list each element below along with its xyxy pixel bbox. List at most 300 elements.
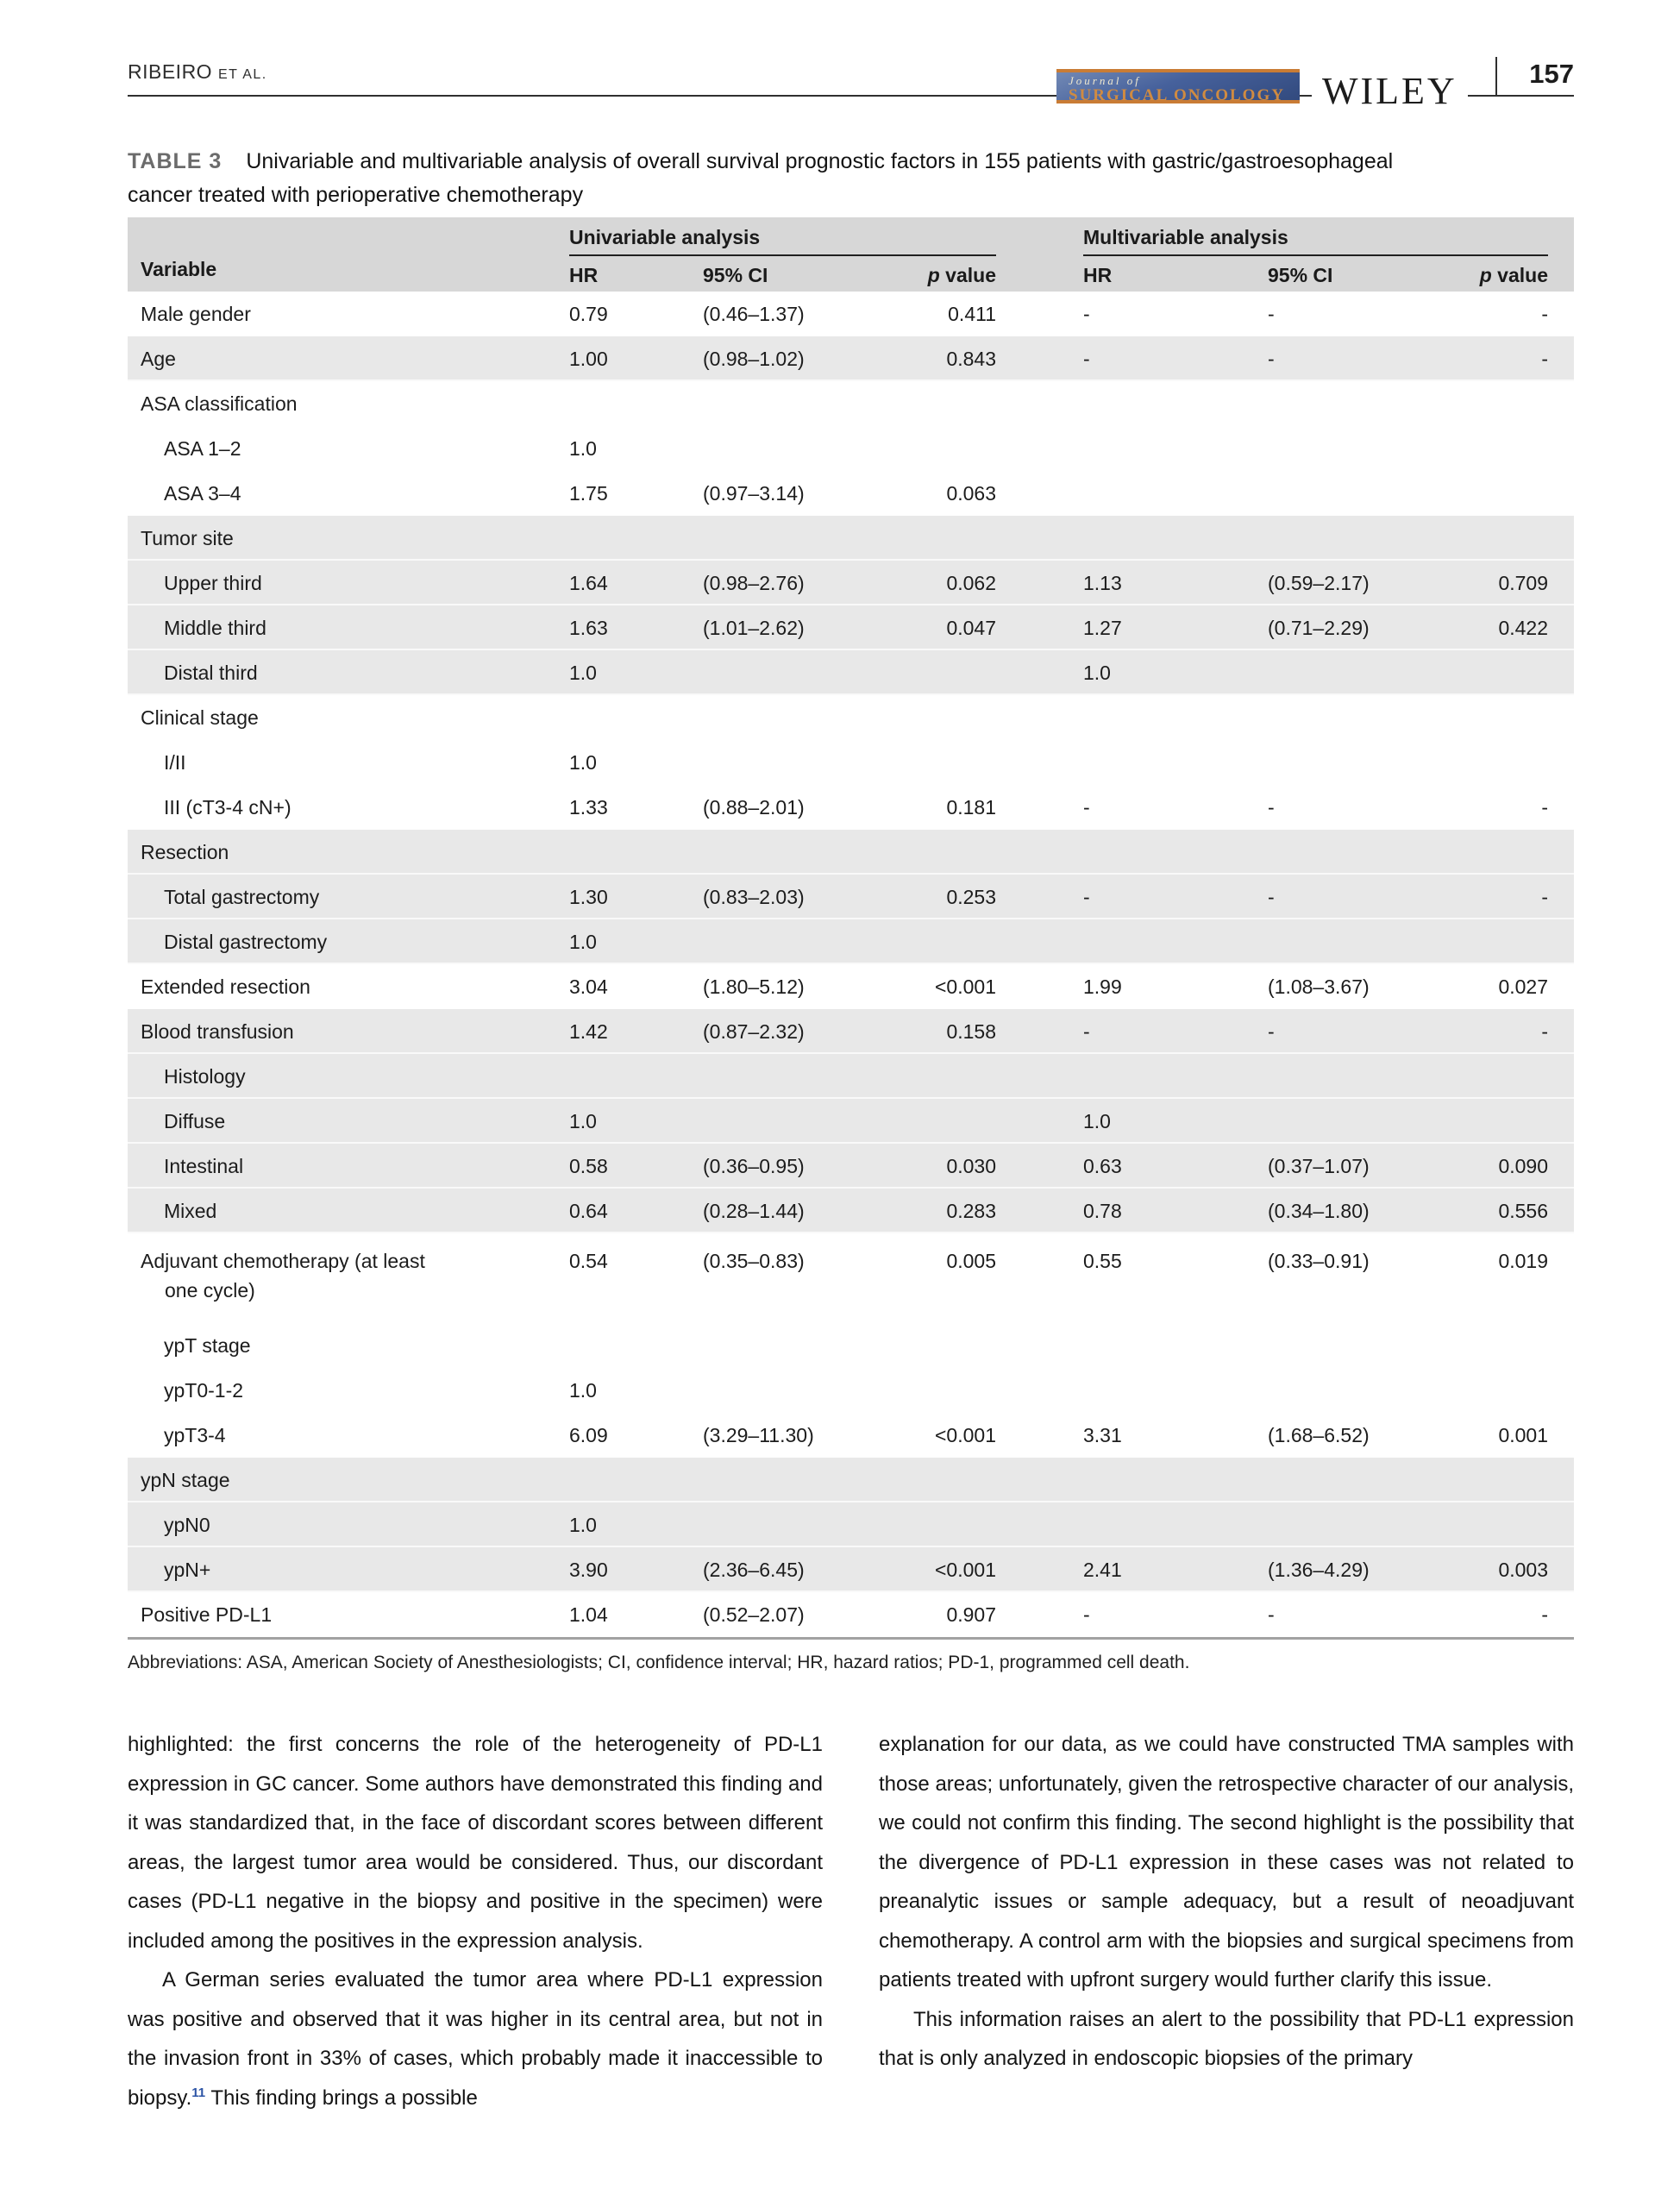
cell-univariable-ci: (0.36–0.95): [703, 1155, 805, 1177]
cell-spacer: [996, 1592, 1083, 1637]
cell-spacer: [996, 605, 1083, 650]
cell-univariable-p: 0.158: [946, 1020, 996, 1043]
cell-spacer: [996, 919, 1083, 964]
table-row: [128, 1323, 1574, 1368]
cell-univariable-p: [875, 740, 996, 785]
cell-multivariable-p: [1453, 1323, 1548, 1368]
cell-univariable-p: [875, 695, 996, 740]
cell-univariable-p: 0.253: [946, 886, 996, 908]
cell-spacer: [996, 292, 1083, 336]
table-row: [128, 336, 1574, 381]
row-label: Mixed: [164, 1200, 217, 1222]
column-group-multivariable: [1083, 217, 1548, 292]
cell-multivariable-p: -: [1541, 1603, 1548, 1626]
column-header-ci: 95% CI: [703, 264, 768, 286]
row-label: ypT stage: [164, 1334, 251, 1357]
univariable-subheaders: [569, 256, 996, 287]
cell-univariable-hr: 0.54: [569, 1250, 608, 1272]
cell-multivariable-ci: [1268, 919, 1453, 964]
cell-multivariable-hr: [1083, 516, 1268, 561]
cell-univariable-ci: (0.88–2.01): [703, 796, 805, 819]
cell-univariable-hr: [569, 1458, 703, 1502]
cell-multivariable-p: [1453, 516, 1548, 561]
cell-multivariable-hr: 1.99: [1083, 975, 1122, 998]
cell-multivariable-p: 0.003: [1498, 1559, 1548, 1581]
cell-multivariable-p: -: [1541, 303, 1548, 325]
cell-univariable-ci: (1.80–5.12): [703, 975, 805, 998]
cell-multivariable-p: [1453, 426, 1548, 471]
cell-univariable-hr: 1.0: [569, 662, 597, 684]
cell-univariable-ci: [703, 1502, 875, 1547]
table-caption: [128, 145, 1542, 212]
cell-spacer: [996, 1413, 1083, 1458]
row-label: ypT0-1-2: [164, 1379, 244, 1402]
cell-multivariable-hr: 1.0: [1083, 662, 1111, 684]
cell-univariable-hr: 1.0: [569, 1110, 597, 1132]
cell-multivariable-hr: 3.31: [1083, 1424, 1122, 1446]
table-row: [128, 1054, 1574, 1099]
row-label: Intestinal: [164, 1155, 244, 1177]
cell-multivariable-hr: 0.55: [1083, 1250, 1122, 1272]
cell-univariable-p: [875, 650, 996, 695]
cell-univariable-ci: (0.98–1.02): [703, 348, 805, 370]
cell-multivariable-p: 0.090: [1498, 1155, 1548, 1177]
cell-univariable-ci: (3.29–11.30): [703, 1424, 814, 1446]
row-label: ypN0: [164, 1514, 210, 1536]
cell-multivariable-ci: (1.36–4.29): [1268, 1559, 1370, 1581]
table-row: [128, 516, 1574, 561]
table-row: [128, 1502, 1574, 1547]
cell-multivariable-ci: (0.33–0.91): [1268, 1250, 1370, 1272]
cell-multivariable-hr: -: [1083, 348, 1090, 370]
cell-univariable-hr: 1.0: [569, 1514, 597, 1536]
cell-multivariable-ci: (0.37–1.07): [1268, 1155, 1370, 1177]
header-spacer: [996, 217, 1083, 292]
cell-univariable-hr: [569, 695, 703, 740]
cell-spacer: [996, 1099, 1083, 1144]
cell-multivariable-hr: 1.27: [1083, 617, 1122, 639]
cell-multivariable-p: -: [1541, 1020, 1548, 1043]
table-label: TABLE 3: [128, 149, 223, 173]
cell-univariable-ci: (0.97–3.14): [703, 482, 805, 505]
cell-spacer: [996, 785, 1083, 830]
cell-univariable-ci: [703, 1054, 875, 1099]
body-paragraph: explanation for our data, as we could have constructed TMA samples with those areas; unfortunately, given the retrospective character of our analysis, we could not confirm this finding. The second highlight is the possibility that the divergence of PD-L1 expression in these cases was not related to preanalytic issues or sample adequacy, but a result of neoadjuvant chemotherapy. A control arm with the biopsies and surgical specimens from patients treated with upfront surgery would further clarify this issue.: [879, 1733, 1574, 1992]
cell-univariable-hr: 0.58: [569, 1155, 608, 1177]
cell-univariable-ci: (0.52–2.07): [703, 1603, 805, 1626]
cell-spacer: [996, 561, 1083, 605]
cell-univariable-ci: [703, 1368, 875, 1413]
table-row: [128, 1233, 1574, 1323]
cell-univariable-ci: [703, 1458, 875, 1502]
cell-univariable-hr: 1.30: [569, 886, 608, 908]
cell-univariable-ci: (0.83–2.03): [703, 886, 805, 908]
table-caption-line2: cancer treated with perioperative chemotherapy: [128, 183, 584, 207]
body-paragraph: highlighted: the first concerns the role of the heterogeneity of PD-L1 expression in GC cancer. Some authors have demonstrated this finding and it was standardized that, in the face of discordant scores between different areas, the largest tumor area would be considered. Thus, our discordant cases (PD-L1 negative in the biopsy and positive in the specimen) were included among the positives in the expression analysis.: [128, 1733, 823, 1953]
cell-univariable-hr: 0.79: [569, 303, 608, 325]
cell-univariable-p: [875, 426, 996, 471]
column-group-univariable: [569, 217, 996, 292]
cell-multivariable-ci: -: [1268, 348, 1275, 370]
body-paragraph: This information raises an alert to the possibility that PD-L1 expression that is only analyzed in endoscopic biopsies of the primary: [879, 2007, 1574, 2070]
cell-multivariable-ci: [1268, 1458, 1453, 1502]
table-row: [128, 1458, 1574, 1502]
cell-multivariable-hr: [1083, 830, 1268, 875]
cell-univariable-hr: [569, 1323, 703, 1368]
table-row: [128, 740, 1574, 785]
cell-spacer: [996, 471, 1083, 516]
table-row: [128, 1009, 1574, 1054]
cell-univariable-p: [875, 1099, 996, 1144]
table-caption-line1: Univariable and multivariable analysis of overall survival prognostic factors in 155 patients with gastric/gastroesophageal: [246, 149, 1394, 173]
cell-univariable-hr: 1.0: [569, 931, 597, 953]
cell-multivariable-ci: [1268, 516, 1453, 561]
cell-univariable-hr: 1.63: [569, 617, 608, 639]
cell-univariable-hr: 1.0: [569, 437, 597, 460]
table-row: [128, 1368, 1574, 1413]
row-label: Total gastrectomy: [164, 886, 320, 908]
cell-univariable-hr: [569, 381, 703, 426]
row-label: ASA 1–2: [164, 437, 241, 460]
cell-spacer: [996, 381, 1083, 426]
row-label: Middle third: [164, 617, 266, 639]
page-number: 157: [1529, 59, 1574, 89]
cell-spacer: [996, 830, 1083, 875]
cell-multivariable-ci: [1268, 695, 1453, 740]
citation-ref[interactable]: 11: [191, 2085, 206, 2100]
cell-multivariable-ci: (1.08–3.67): [1268, 975, 1370, 998]
cell-multivariable-ci: (1.68–6.52): [1268, 1424, 1370, 1446]
cell-spacer: [996, 740, 1083, 785]
cell-univariable-hr: 1.64: [569, 572, 608, 594]
running-head-suffix: ET AL.: [217, 67, 267, 82]
cell-spacer: [996, 875, 1083, 919]
table-row: [128, 785, 1574, 830]
cell-multivariable-ci: [1268, 1099, 1453, 1144]
cell-multivariable-p: -: [1541, 886, 1548, 908]
cell-univariable-hr: [569, 1054, 703, 1099]
cell-multivariable-ci: -: [1268, 886, 1275, 908]
cell-multivariable-ci: (0.71–2.29): [1268, 617, 1370, 639]
cell-multivariable-p: 0.556: [1498, 1200, 1548, 1222]
cell-spacer: [996, 1323, 1083, 1368]
cell-univariable-hr: [569, 516, 703, 561]
table-row: [128, 919, 1574, 964]
cell-multivariable-p: 0.027: [1498, 975, 1548, 998]
column-header-ci: 95% CI: [1268, 264, 1333, 286]
cell-multivariable-ci: -: [1268, 1020, 1275, 1043]
cell-univariable-p: 0.063: [946, 482, 996, 505]
row-label: III (cT3-4 cN+): [164, 796, 291, 819]
cell-multivariable-ci: [1268, 426, 1453, 471]
cell-multivariable-p: -: [1541, 348, 1548, 370]
table-row: [128, 1189, 1574, 1233]
cell-univariable-p: 0.283: [946, 1200, 996, 1222]
table-footnote: Abbreviations: ASA, American Society of Anesthesiologists; CI, confidence interval; HR, hazard ratios; PD-1, programmed cell death.: [128, 1653, 1190, 1672]
row-label: Positive PD-L1: [141, 1603, 273, 1626]
cell-spacer: [996, 964, 1083, 1009]
cell-multivariable-hr: [1083, 1502, 1268, 1547]
cell-univariable-ci: (0.28–1.44): [703, 1200, 805, 1222]
table-row: [128, 875, 1574, 919]
row-label: Blood transfusion: [141, 1020, 294, 1043]
row-label: Histology: [164, 1065, 246, 1088]
table-row: [128, 605, 1574, 650]
cell-univariable-hr: 1.0: [569, 1379, 597, 1402]
cell-univariable-p: 0.411: [948, 303, 996, 325]
cell-univariable-p: [875, 516, 996, 561]
cell-univariable-ci: [703, 919, 875, 964]
table-row: [128, 1144, 1574, 1189]
cell-multivariable-ci: [1268, 1054, 1453, 1099]
cell-univariable-p: [875, 1458, 996, 1502]
table-row: [128, 1547, 1574, 1592]
cell-spacer: [996, 1233, 1083, 1323]
cell-univariable-p: 0.062: [946, 572, 996, 594]
cell-univariable-p: [875, 1054, 996, 1099]
table-row: [128, 1099, 1574, 1144]
cell-univariable-p: [875, 1368, 996, 1413]
cell-multivariable-hr: -: [1083, 303, 1090, 325]
cell-spacer: [996, 1368, 1083, 1413]
cell-multivariable-ci: [1268, 650, 1453, 695]
cell-multivariable-ci: (0.34–1.80): [1268, 1200, 1370, 1222]
cell-multivariable-hr: [1083, 1368, 1268, 1413]
cell-univariable-ci: [703, 1099, 875, 1144]
cell-multivariable-ci: -: [1268, 1603, 1275, 1626]
row-label: Tumor site: [141, 527, 234, 549]
cell-spacer: [996, 1009, 1083, 1054]
cell-spacer: [996, 1189, 1083, 1233]
cell-multivariable-hr: [1083, 471, 1268, 516]
cell-univariable-p: <0.001: [935, 1559, 996, 1581]
cell-univariable-hr: 6.09: [569, 1424, 608, 1446]
table-row: [128, 650, 1574, 695]
cell-multivariable-hr: 0.78: [1083, 1200, 1122, 1222]
cell-univariable-p: [875, 1323, 996, 1368]
cell-spacer: [996, 650, 1083, 695]
cell-multivariable-hr: [1083, 695, 1268, 740]
running-head-authors: RIBEIRO: [128, 60, 213, 83]
row-label: ypN stage: [141, 1469, 230, 1491]
cell-multivariable-hr: [1083, 919, 1268, 964]
cell-multivariable-hr: 1.13: [1083, 572, 1122, 594]
column-header-p-value: p value: [1479, 264, 1548, 286]
cell-multivariable-hr: [1083, 1458, 1268, 1502]
cell-univariable-ci: [703, 381, 875, 426]
cell-multivariable-ci: [1268, 740, 1453, 785]
table-row: [128, 1592, 1574, 1637]
row-label: ypN+: [164, 1559, 211, 1581]
table-row: [128, 471, 1574, 516]
cell-spacer: [996, 1458, 1083, 1502]
cell-multivariable-p: 0.709: [1498, 572, 1548, 594]
cell-univariable-ci: (0.98–2.76): [703, 572, 805, 594]
cell-multivariable-hr: [1083, 1323, 1268, 1368]
table-row: [128, 695, 1574, 740]
cell-spacer: [996, 516, 1083, 561]
column-header-p-value: p value: [927, 264, 996, 286]
row-label: ASA 3–4: [164, 482, 241, 505]
cell-univariable-p: <0.001: [935, 1424, 996, 1446]
journal-logo: [1056, 69, 1300, 104]
column-header-hr: HR: [1083, 264, 1113, 286]
cell-univariable-ci: (2.36–6.45): [703, 1559, 805, 1581]
cell-multivariable-hr: [1083, 426, 1268, 471]
cell-univariable-hr: 1.04: [569, 1603, 608, 1626]
cell-univariable-hr: 1.0: [569, 751, 597, 774]
body-text: [128, 1725, 1574, 2117]
cell-multivariable-ci: -: [1268, 303, 1275, 325]
cell-multivariable-hr: -: [1083, 1020, 1090, 1043]
body-paragraph: A German series evaluated the tumor area where PD-L1 expression was positive and observed that it was higher in its central area, but not in the invasion front in 33% of cases, which probably made it inaccessible to biopsy.$^{11}$ This finding brings a possible: [128, 1968, 823, 2110]
table-row: [128, 830, 1574, 875]
row-label: Extended resection: [141, 975, 310, 998]
cell-univariable-hr: 0.64: [569, 1200, 608, 1222]
cell-multivariable-hr: -: [1083, 1603, 1090, 1626]
cell-univariable-ci: [703, 650, 875, 695]
row-label: Diffuse: [164, 1110, 226, 1132]
cell-multivariable-hr: 0.63: [1083, 1155, 1122, 1177]
cell-multivariable-p: [1453, 1099, 1548, 1144]
row-label: Adjuvant chemotherapy (at least one cycle): [141, 1250, 425, 1302]
cell-univariable-p: <0.001: [935, 975, 996, 998]
cell-univariable-ci: (0.87–2.32): [703, 1020, 805, 1043]
cell-univariable-ci: [703, 516, 875, 561]
cell-multivariable-hr: -: [1083, 796, 1090, 819]
results-table: [128, 217, 1574, 1640]
cell-univariable-hr: 1.42: [569, 1020, 608, 1043]
cell-univariable-ci: [703, 426, 875, 471]
row-label: Distal gastrectomy: [164, 931, 328, 953]
cell-univariable-p: [875, 830, 996, 875]
column-header-hr: HR: [569, 264, 599, 286]
cell-multivariable-ci: [1268, 1368, 1453, 1413]
cell-univariable-hr: 1.33: [569, 796, 608, 819]
cell-univariable-p: 0.047: [946, 617, 996, 639]
cell-univariable-p: [875, 381, 996, 426]
cell-multivariable-p: [1453, 1458, 1548, 1502]
table-row: [128, 964, 1574, 1009]
row-label: Distal third: [164, 662, 258, 684]
cell-spacer: [996, 1502, 1083, 1547]
journal-logo-kicker: Journal of: [1069, 74, 1141, 87]
cell-univariable-ci: (0.35–0.83): [703, 1250, 805, 1272]
cell-multivariable-ci: [1268, 381, 1453, 426]
cell-multivariable-ci: [1268, 471, 1453, 516]
multivariable-group-title: Multivariable analysis: [1083, 226, 1548, 256]
cell-multivariable-p: [1453, 381, 1548, 426]
row-label: ypT3-4: [164, 1424, 226, 1446]
cell-univariable-p: 0.005: [946, 1250, 996, 1272]
cell-univariable-p: [875, 1502, 996, 1547]
cell-spacer: [996, 336, 1083, 381]
cell-multivariable-hr: [1083, 1054, 1268, 1099]
cell-multivariable-p: [1453, 650, 1548, 695]
cell-univariable-ci: [703, 740, 875, 785]
table-header: [128, 217, 1574, 292]
cell-multivariable-p: [1453, 471, 1548, 516]
cell-univariable-ci: (0.46–1.37): [703, 303, 805, 325]
cell-multivariable-ci: [1268, 1502, 1453, 1547]
cell-multivariable-p: [1453, 740, 1548, 785]
table-row: [128, 426, 1574, 471]
table-row: [128, 1413, 1574, 1458]
cell-multivariable-p: [1453, 1054, 1548, 1099]
cell-univariable-p: 0.030: [946, 1155, 996, 1177]
cell-multivariable-p: -: [1541, 796, 1548, 819]
cell-spacer: [996, 1144, 1083, 1189]
journal-logo-title: SURGICAL ONCOLOGY: [1069, 86, 1285, 104]
cell-spacer: [996, 1547, 1083, 1592]
cell-univariable-ci: (1.01–2.62): [703, 617, 805, 639]
cell-univariable-hr: [569, 830, 703, 875]
cell-spacer: [996, 426, 1083, 471]
cell-univariable-p: 0.907: [946, 1603, 996, 1626]
cell-multivariable-ci: [1268, 830, 1453, 875]
cell-multivariable-p: [1453, 1368, 1548, 1413]
column-header-variable: Variable: [141, 258, 217, 280]
cell-multivariable-hr: [1083, 740, 1268, 785]
cell-univariable-hr: 3.90: [569, 1559, 608, 1581]
row-label: Male gender: [141, 303, 251, 325]
row-label: I/II: [164, 751, 186, 774]
cell-multivariable-hr: 1.0: [1083, 1110, 1111, 1132]
cell-multivariable-hr: [1083, 381, 1268, 426]
univariable-group-title: Univariable analysis: [569, 226, 996, 256]
table-rows: [128, 292, 1574, 1637]
cell-multivariable-p: [1453, 830, 1548, 875]
page-number-divider: [1495, 57, 1497, 97]
cell-multivariable-p: [1453, 1502, 1548, 1547]
cell-univariable-ci: [703, 1323, 875, 1368]
row-label: Upper third: [164, 572, 262, 594]
cell-spacer: [996, 1054, 1083, 1099]
cell-univariable-hr: 1.00: [569, 348, 608, 370]
cell-univariable-p: 0.843: [946, 348, 996, 370]
cell-multivariable-p: [1453, 695, 1548, 740]
cell-multivariable-p: [1453, 919, 1548, 964]
cell-multivariable-ci: [1268, 1323, 1453, 1368]
table-row: [128, 292, 1574, 336]
multivariable-subheaders: [1083, 256, 1548, 287]
body-column-right: [879, 1725, 1574, 2117]
cell-multivariable-p: 0.019: [1498, 1250, 1548, 1272]
row-label: Clinical stage: [141, 706, 259, 729]
cell-multivariable-ci: -: [1268, 796, 1275, 819]
cell-multivariable-ci: (0.59–2.17): [1268, 572, 1370, 594]
cell-multivariable-hr: -: [1083, 886, 1090, 908]
cell-multivariable-hr: 2.41: [1083, 1559, 1122, 1581]
publisher-wordmark: WILEY: [1312, 72, 1468, 110]
cell-univariable-p: [875, 919, 996, 964]
row-label: Age: [141, 348, 176, 370]
running-head: [128, 60, 267, 84]
cell-univariable-hr: 1.75: [569, 482, 608, 505]
cell-univariable-ci: [703, 830, 875, 875]
cell-univariable-ci: [703, 695, 875, 740]
cell-univariable-hr: 3.04: [569, 975, 608, 998]
row-label: ASA classification: [141, 392, 298, 415]
cell-multivariable-p: 0.422: [1498, 617, 1548, 639]
table-row: [128, 561, 1574, 605]
row-label: Resection: [141, 841, 229, 863]
cell-univariable-p: 0.181: [946, 796, 996, 819]
cell-multivariable-p: 0.001: [1498, 1424, 1548, 1446]
cell-spacer: [996, 695, 1083, 740]
body-column-left: [128, 1725, 823, 2117]
table-row: [128, 381, 1574, 426]
